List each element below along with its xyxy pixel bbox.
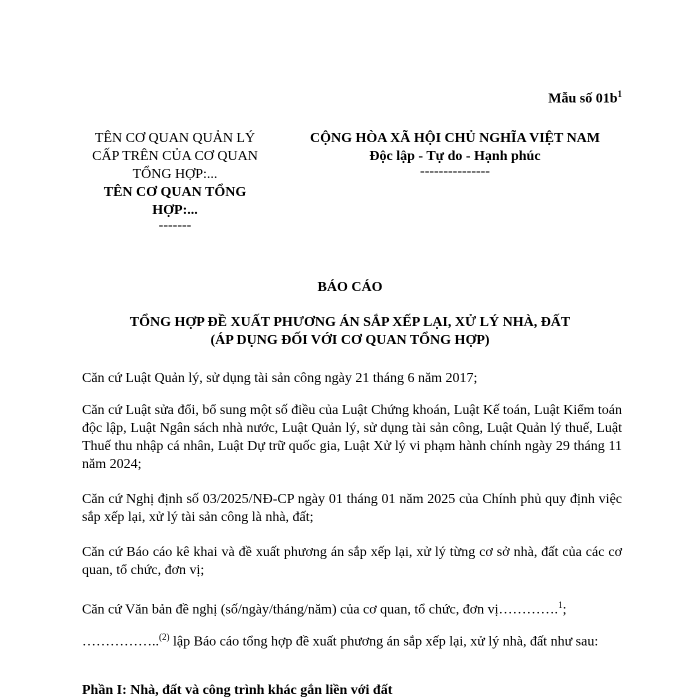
p5-footnote: 1 [558, 600, 563, 610]
agency-divider: ------- [158, 218, 192, 233]
paragraph-legal-basis-4: Căn cứ Báo cáo kê khai và đề xuất phương án sắp xếp lại, xử lý từng cơ sở nhà, đất của các cơ quan, tổ chức, đơn vị; [82, 545, 622, 578]
country-name: CỘNG HÒA XÃ HỘI CHỦ NGHĨA VIỆT NAM [309, 131, 600, 146]
report-title: BÁO CÁO [317, 280, 383, 295]
form-code-footnote: 1 [617, 89, 622, 99]
paragraph-legal-basis-3: Căn cứ Nghị định số 03/2025/NĐ-CP ngày 01 tháng 01 năm 2025 của Chính phủ quy định việc sắp xếp lại, xử lý tài sản công là nhà, đất; [82, 492, 622, 525]
paragraph-legal-basis-2: Căn cứ Luật sửa đổi, bổ sung một số điều của Luật Chứng khoán, Luật Kế toán, Luật Kiểm toán độc lập, Luật Ngân sách nhà nước, Luật Quản lý, sử dụng tài sản công, Luật Quản lý thuế, Luật Thuế thu nhập cá nhân, Luật Dự trữ quốc gia, Luật Xử lý vi phạm hành chính ngày 29 tháng 11 năm 2024; [82, 403, 622, 472]
issuing-agency-header [80, 130, 270, 232]
part-1-heading: Phần I: Nhà, đất và công trình khác gắn liền với đất [82, 683, 393, 698]
national-motto-header [290, 130, 620, 178]
report-subtitle [0, 314, 700, 350]
p6-text: lập Báo cáo tổng hợp đề xuất phương án sắp xếp lại, xử lý nhà, đất như sau: [169, 634, 599, 650]
paragraph-legal-basis-5 [82, 596, 622, 620]
agency-line-1: TÊN CƠ QUAN QUẢN LÝ [94, 131, 256, 146]
paragraph-legal-basis-1: Căn cứ Luật Quản lý, sử dụng tài sản công ngày 21 tháng 6 năm 2017; [82, 371, 478, 386]
paragraph-preparer [82, 628, 622, 652]
agency-line-4: TÊN CƠ QUAN TỔNG [103, 185, 247, 200]
subtitle-line-2: (ÁP DỤNG ĐỐI VỚI CƠ QUAN TỔNG HỢP) [210, 333, 490, 348]
motto: Độc lập - Tự do - Hạnh phúc [369, 149, 541, 164]
agency-line-2: CẤP TRÊN CỦA CƠ QUAN [92, 149, 258, 164]
form-code [548, 89, 622, 108]
agency-line-5: HỢP:... [152, 203, 198, 218]
p6-lead: …………….. [82, 634, 159, 650]
p5-text: Căn cứ Văn bản đề nghị (số/ngày/tháng/năm) của cơ quan, tổ chức, đơn vị…………. [82, 602, 559, 618]
p5-end: ; [562, 602, 567, 618]
motto-divider: --------------- [420, 164, 490, 179]
p6-footnote: (2) [159, 632, 170, 642]
form-code-label: Mẫu số 01b [548, 91, 618, 107]
subtitle-line-1: TỔNG HỢP ĐỀ XUẤT PHƯƠNG ÁN SẮP XẾP LẠI, XỬ LÝ NHÀ, ĐẤT [129, 315, 571, 330]
agency-line-3: TỔNG HỢP:... [132, 167, 218, 182]
